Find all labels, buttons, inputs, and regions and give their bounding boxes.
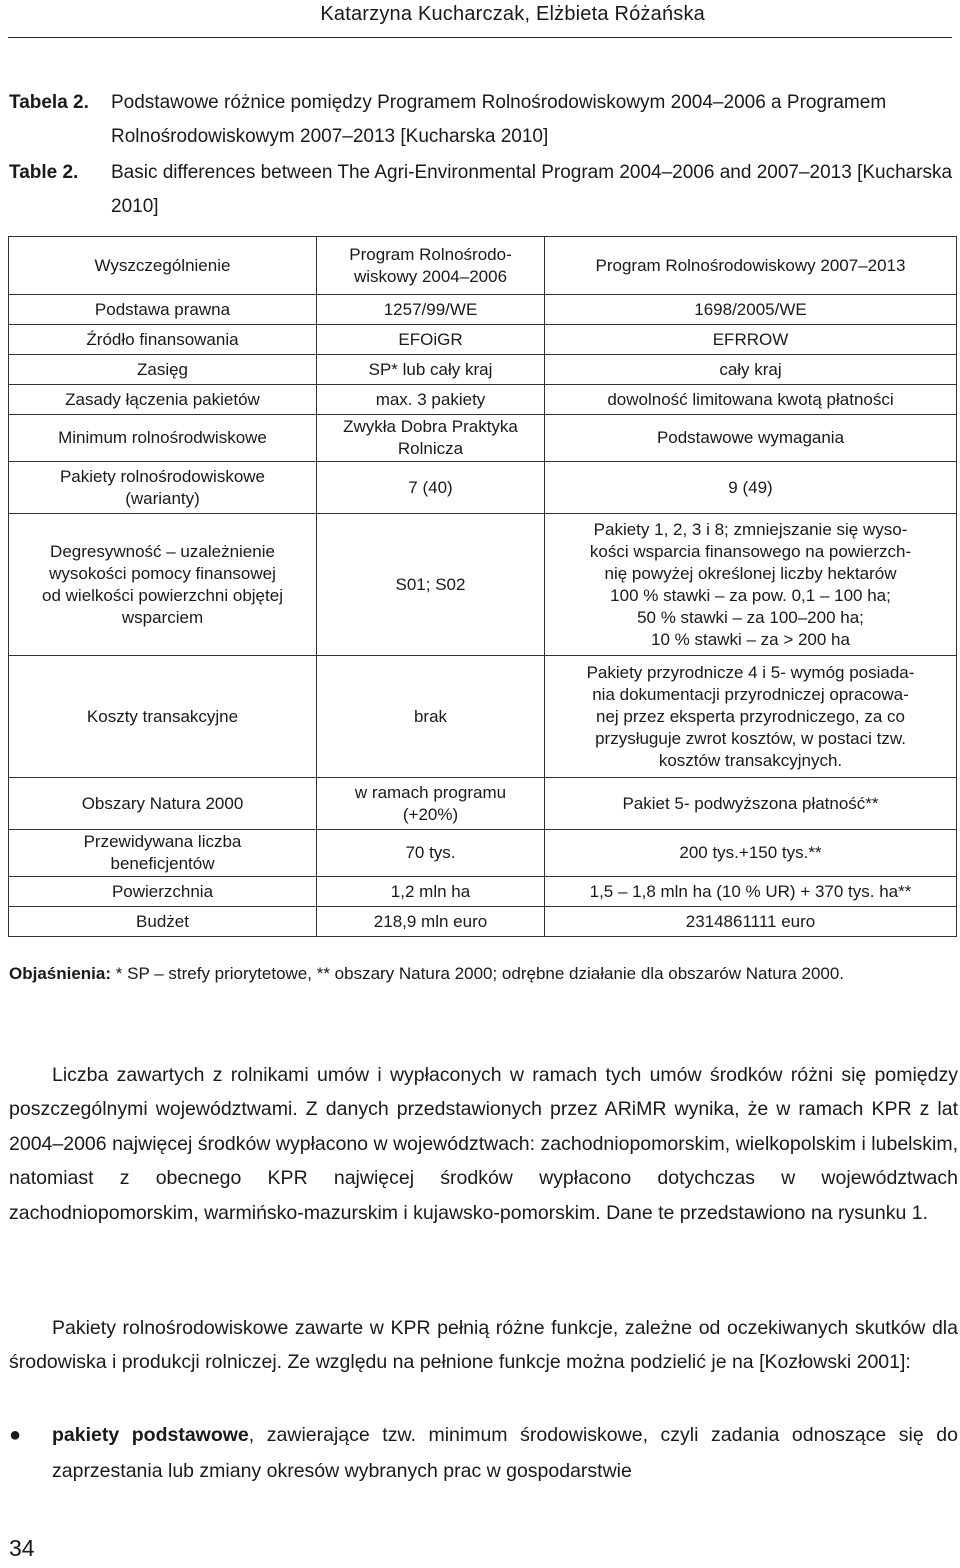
table-row-cell-3: Pakiety przyrodnicze 4 i 5- wymóg posiada- nia dokumentacji przyrodniczej opracowa- nej przez eksperta przyrodniczego, za co przysługuje zwrot kosztów, w postaci tzw. kosztów transakcyjnych. [545, 656, 957, 778]
table-row [9, 295, 957, 325]
table-caption-english [9, 156, 954, 224]
table-row [9, 462, 957, 514]
caption-label-english: Table 2. [9, 162, 79, 183]
header-rule [8, 37, 952, 38]
table-row-cell-1: Powierzchnia [9, 877, 317, 907]
table-caption-polish [9, 86, 954, 154]
table-header-row-cell-1: Wyszczególnienie [9, 237, 317, 295]
table-row-cell-2: EFOiGR [317, 325, 545, 355]
table-row-cell-2: brak [317, 656, 545, 778]
explanation-label: Objaśnienia: [9, 964, 112, 983]
table-header-row [9, 237, 957, 295]
body-paragraph-1 [9, 1058, 958, 1230]
table-row-cell-1: Podstawa prawna [9, 295, 317, 325]
table-row-cell-3: dowolność limitowana kwotą płatności [545, 385, 957, 415]
running-head-authors: Katarzyna Kucharczak, Elżbieta Różańska [320, 3, 705, 25]
table-row-cell-2: 1257/99/WE [317, 295, 545, 325]
table-row-cell-3: 200 tys.+150 tys.** [545, 830, 957, 877]
table-row-cell-3: cały kraj [545, 355, 957, 385]
bullet-text: , zawierające tzw. minimum środowiskowe, czyli zadania odnoszące się do zaprzestania lub zmiany okresów wybranych prac w gospodarstwie [52, 1424, 958, 1482]
comparison-table [8, 236, 957, 937]
table-row-cell-3: 1,5 – 1,8 mln ha (10 % UR) + 370 tys. ha** [545, 877, 957, 907]
caption-text-english: Basic differences between The Agri-Environmental Program 2004–2006 and 2007–2013 [Kucharska 2010] [111, 162, 953, 217]
table-row-cell-1: Degresywność – uzależnienie wysokości pomocy finansowej od wielkości powierzchni objętej wsparciem [9, 514, 317, 656]
table-row-cell-3: Pakiet 5- podwyższona płatność** [545, 778, 957, 830]
caption-label-polish: Tabela 2. [9, 92, 89, 113]
page-number: 34 [9, 1535, 35, 1561]
table-row [9, 415, 957, 462]
paragraph-1-text: Liczba zawartych z rolnikami umów i wypłaconych w ramach tych umów środków różni się pomiędzy poszczególnymi województwami. Z danych przedstawionych przez ARiMR wynika, że w ramach KPR z lat 2004–2006 najwięcej środków wypłacono w województwach: zachodniopomorskim, wielkopolskim i lubelskim, natomiast z obecnego KPR najwięcej środków wypłacono dotychczas w województwach zachodniopomorskim, warmińsko-mazurskim i kujawsko-pomorskim. Dane te przedstawiono na rysunku 1. [9, 1064, 958, 1224]
table-row [9, 830, 957, 877]
table-row-cell-2: 70 tys. [317, 830, 545, 877]
bullet-item [9, 1417, 958, 1489]
table-row [9, 907, 957, 937]
table-row-cell-2: max. 3 pakiety [317, 385, 545, 415]
table-row-cell-1: Źródło finansowania [9, 325, 317, 355]
table-row-cell-2: Zwykła Dobra Praktyka Rolnicza [317, 415, 545, 462]
table-row-cell-3: 9 (49) [545, 462, 957, 514]
table-row-cell-1: Minimum rolnośrodwiskowe [9, 415, 317, 462]
table-row [9, 355, 957, 385]
table-row-cell-2: SP* lub cały kraj [317, 355, 545, 385]
bullet-dot-icon: ● [9, 1424, 22, 1446]
paragraph-2-text: Pakiety rolnośrodowiskowe zawarte w KPR pełnią różne funkcje, zależne od oczekiwanych skutków dla środowiska i produkcji rolniczej. Ze względu na pełnione funkcje można podzielić je na [Kozłowski 2001]: [9, 1317, 958, 1374]
table-row [9, 325, 957, 355]
table-row-cell-1: Koszty transakcyjne [9, 656, 317, 778]
table-row-cell-1: Pakiety rolnośrodowiskowe (warianty) [9, 462, 317, 514]
table-row-cell-2: w ramach programu (+20%) [317, 778, 545, 830]
table-row [9, 656, 957, 778]
table-row-cell-1: Zasady łączenia pakietów [9, 385, 317, 415]
table-header-row-cell-3: Program Rolnośrodowiskowy 2007–2013 [545, 237, 957, 295]
table-row-cell-3: EFRROW [545, 325, 957, 355]
table-row-cell-2: 1,2 mln ha [317, 877, 545, 907]
table-row [9, 385, 957, 415]
caption-text-polish: Podstawowe różnice pomiędzy Programem Rolnośrodowiskowym 2004–2006 a Programem Rolnośrodowiskowym 2007–2013 [Kucharska 2010] [111, 92, 887, 147]
explanation-text: * SP – strefy priorytetowe, ** obszary Natura 2000; odrębne działanie dla obszarów Natura 2000. [115, 964, 845, 983]
table-row-cell-3: 2314861111 euro [545, 907, 957, 937]
table-row-cell-3: Podstawowe wymagania [545, 415, 957, 462]
bullet-bold-term: pakiety podstawowe [52, 1424, 249, 1446]
table-row [9, 877, 957, 907]
table-row [9, 514, 957, 656]
table-header-row-cell-2: Program Rolnośrodo- wiskowy 2004–2006 [317, 237, 545, 295]
table-row-cell-1: Zasięg [9, 355, 317, 385]
table-row-cell-3: Pakiety 1, 2, 3 i 8; zmniejszanie się wyso- kości wsparcia finansowego na powierzch- nię powyżej określonej liczby hektarów 100 % stawki – za pow. 0,1 – 100 ha; 50 % stawki – za 100–200 ha; 10 % stawki – za > 200 ha [545, 514, 957, 656]
table-row-cell-2: S01; S02 [317, 514, 545, 656]
body-paragraph-2 [9, 1311, 958, 1380]
table-row-cell-1: Obszary Natura 2000 [9, 778, 317, 830]
table-row-cell-1: Przewidywana liczba beneficjentów [9, 830, 317, 877]
table-row-cell-3: 1698/2005/WE [545, 295, 957, 325]
table-row [9, 778, 957, 830]
table-explanation [9, 962, 954, 985]
table-row-cell-2: 7 (40) [317, 462, 545, 514]
table-row-cell-2: 218,9 mln euro [317, 907, 545, 937]
table-row-cell-1: Budżet [9, 907, 317, 937]
